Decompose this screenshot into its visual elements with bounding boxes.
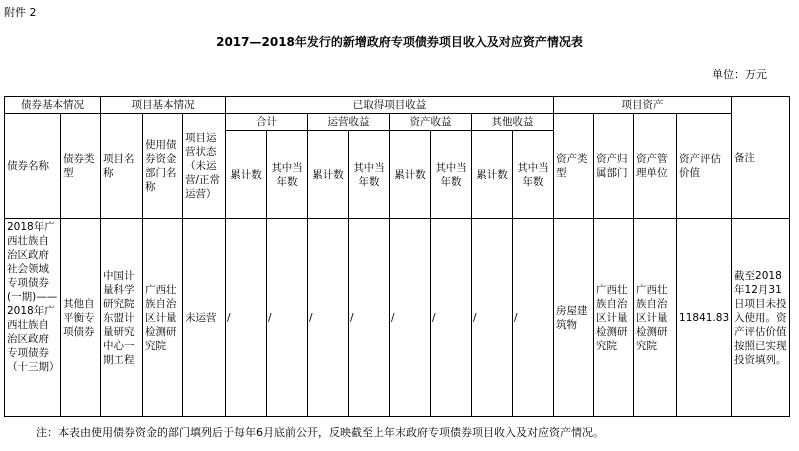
bond-project-table <box>4 96 790 417</box>
cell-op-current: / <box>349 219 390 417</box>
header-other-income: 其他收益 <box>472 114 554 131</box>
cell-asset-value: 11841.83 <box>677 219 732 417</box>
cell-bond-name: 2018年广西壮族自治区政府社会领域专项债券(一期)——2018年广西壮族自治区政府专项债券（十三期） <box>5 219 61 417</box>
header-cumulative: 累计数 <box>308 131 349 219</box>
cell-total-current: / <box>267 219 308 417</box>
cell-total-cumulative: / <box>226 219 267 417</box>
header-current-year: 其中当年数 <box>513 131 554 219</box>
header-current-year: 其中当年数 <box>349 131 390 219</box>
cell-other-cumulative: / <box>472 219 513 417</box>
header-asset-dept: 资产归属部门 <box>594 114 634 219</box>
header-asset-value: 资产评估价值 <box>677 114 732 219</box>
page-title: 2017—2018年发行的新增政府专项债券项目收入及对应资产情况表 <box>216 35 583 49</box>
header-group-bond: 债券基本情况 <box>5 97 101 114</box>
annex-label: 附件 2 <box>4 6 37 19</box>
cell-project-name: 中国计量科学研究院东盟计量研究中心一期工程 <box>101 219 143 417</box>
header-group-asset: 项目资产 <box>554 97 732 114</box>
header-group-income: 已取得项目收益 <box>226 97 554 114</box>
header-total: 合计 <box>226 114 308 131</box>
header-asset-income: 资产收益 <box>390 114 472 131</box>
cell-asset-dept: 广西壮族自治区计量检测研究院 <box>594 219 634 417</box>
header-current-year: 其中当年数 <box>267 131 308 219</box>
header-op-income: 运营收益 <box>308 114 390 131</box>
header-current-year: 其中当年数 <box>431 131 472 219</box>
cell-op-cumulative: / <box>308 219 349 417</box>
header-group-project: 项目基本情况 <box>101 97 226 114</box>
header-op-status: 项目运营状态（未运营/正常运营） <box>183 114 226 219</box>
header-remarks: 备注 <box>732 97 790 219</box>
cell-asset-type: 房屋建筑物 <box>554 219 594 417</box>
cell-bond-type: 其他自平衡专项债券 <box>61 219 101 417</box>
unit-label: 单位：万元 <box>712 68 767 81</box>
header-asset-mgmt: 资产管理单位 <box>634 114 677 219</box>
cell-other-current: / <box>513 219 554 417</box>
header-cumulative: 累计数 <box>390 131 431 219</box>
header-bond-name: 债券名称 <box>5 114 61 219</box>
cell-asset-mgmt: 广西壮族自治区计量检测研究院 <box>634 219 677 417</box>
header-cumulative: 累计数 <box>472 131 513 219</box>
header-bond-type: 债券类型 <box>61 114 101 219</box>
cell-asset-cumulative: / <box>390 219 431 417</box>
header-asset-type: 资产类型 <box>554 114 594 219</box>
cell-remarks: 截至2018年12月31日项目未投入使用。资产评估价值按照已实现投资填列。 <box>732 219 790 417</box>
header-project-name: 项目名称 <box>101 114 143 219</box>
header-cumulative: 累计数 <box>226 131 267 219</box>
cell-asset-current: / <box>431 219 472 417</box>
header-using-dept: 使用债券资金部门名称 <box>143 114 183 219</box>
footnote: 注：本表由使用债券资金的部门填列后于每年6月底前公开，反映截至上年末政府专项债券项目收入及对应资产情况。 <box>36 426 604 439</box>
cell-op-status: 未运营 <box>183 219 226 417</box>
cell-using-dept: 广西壮族自治区计量检测研究院 <box>143 219 183 417</box>
